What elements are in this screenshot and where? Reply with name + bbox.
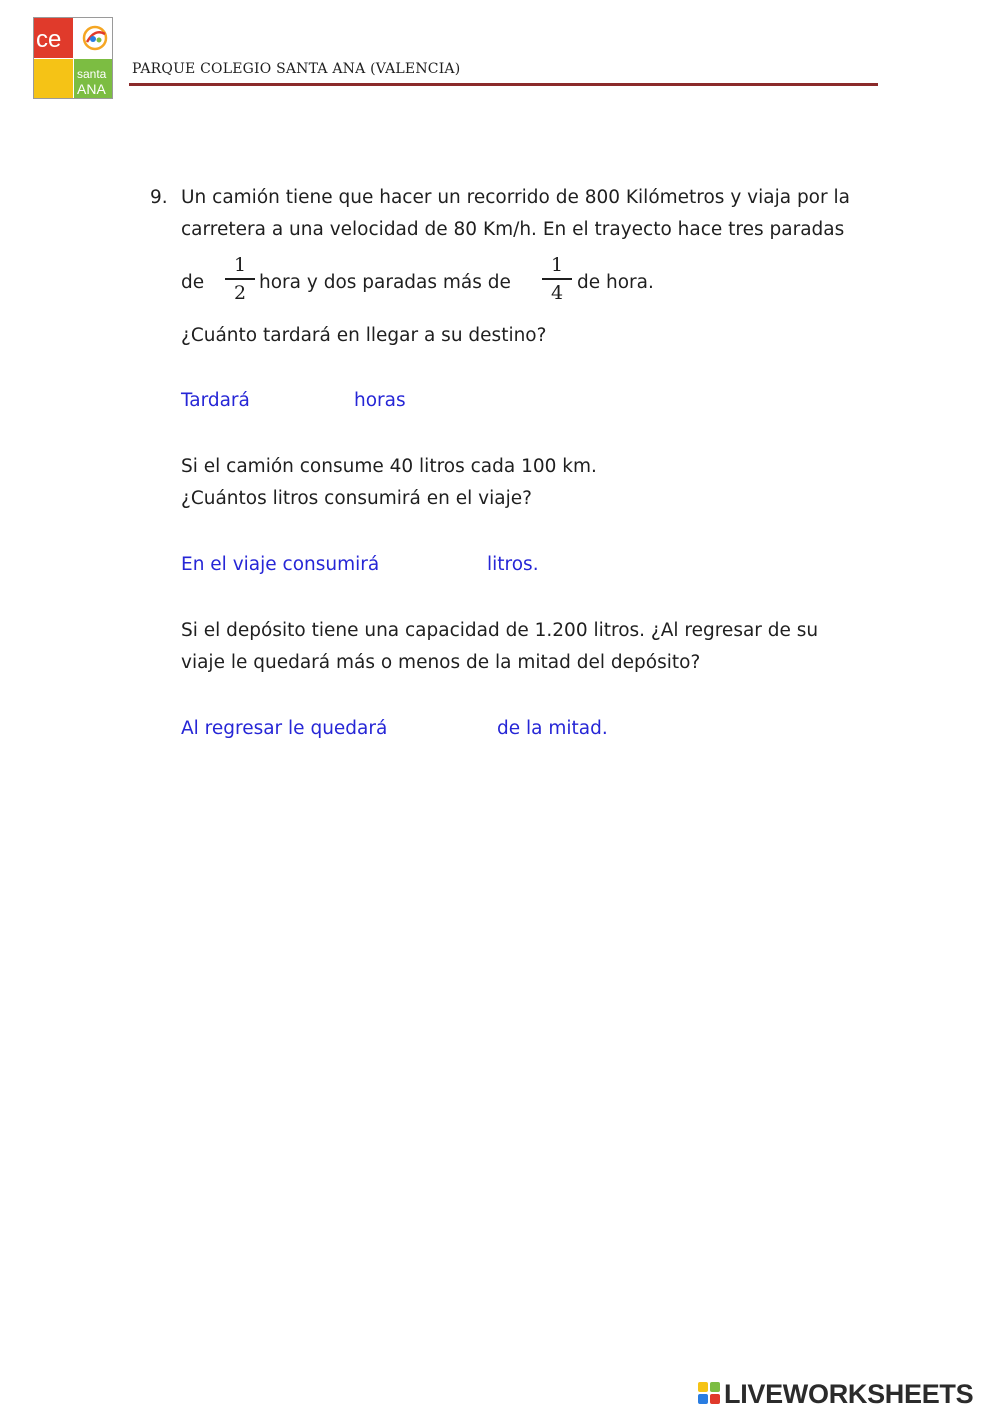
- fraction-2-numerator: 1: [550, 254, 564, 276]
- answer-2-suffix: litros.: [487, 554, 539, 575]
- school-logo: [33, 17, 113, 99]
- problem-line-3-de: de: [181, 272, 205, 293]
- header-divider: [129, 83, 878, 86]
- answer-3-suffix: de la mitad.: [497, 718, 608, 739]
- problem-line-2: carretera a una velocidad de 80 Km/h. En el trayecto hace tres paradas: [181, 219, 845, 240]
- problem-line-3-mid: hora y dos paradas más de: [259, 272, 511, 293]
- fraction-1-numerator: 1: [233, 254, 247, 276]
- question-1: ¿Cuánto tardará en llegar a su destino?: [181, 325, 547, 346]
- fraction-1-denominator: 2: [233, 282, 247, 304]
- fraction-2-denominator: 4: [550, 282, 564, 304]
- answer-1-prefix: Tardará: [181, 390, 250, 411]
- answer-3-prefix: Al regresar le quedará: [181, 718, 388, 739]
- liveworksheets-text: LIVEWORKSHEETS: [724, 1379, 974, 1409]
- fraction-one-half: [225, 255, 255, 303]
- logo-ana-text: ANA: [77, 81, 106, 97]
- logo-ce-text: ce: [36, 26, 62, 53]
- logo-yellow-quadrant: [34, 59, 73, 99]
- liveworksheets-icon: [698, 1382, 722, 1406]
- fraction-2-bar: [542, 278, 572, 280]
- fraction-1-bar: [225, 278, 255, 280]
- question-2: ¿Cuántos litros consumirá en el viaje?: [181, 488, 532, 509]
- emblem-icon: [79, 22, 111, 54]
- fraction-one-quarter: [542, 255, 572, 303]
- problem-number: 9.: [150, 187, 168, 208]
- problem-line-1: Un camión tiene que hacer un recorrido de 800 Kilómetros y viaja por la: [181, 187, 850, 208]
- school-name: PARQUE COLEGIO SANTA ANA (VALENCIA): [132, 61, 461, 77]
- answer-2-prefix: En el viaje consumirá: [181, 554, 380, 575]
- problem-line-3-end: de hora.: [577, 272, 654, 293]
- info-2: Si el camión consume 40 litros cada 100 km.: [181, 456, 597, 477]
- info-3-line-1: Si el depósito tiene una capacidad de 1.200 litros. ¿Al regresar de su: [181, 620, 819, 641]
- answer-1-suffix: horas: [354, 390, 406, 411]
- info-3-line-2: viaje le quedará más o menos de la mitad del depósito?: [181, 652, 701, 673]
- logo-santa-text: santa: [77, 67, 107, 81]
